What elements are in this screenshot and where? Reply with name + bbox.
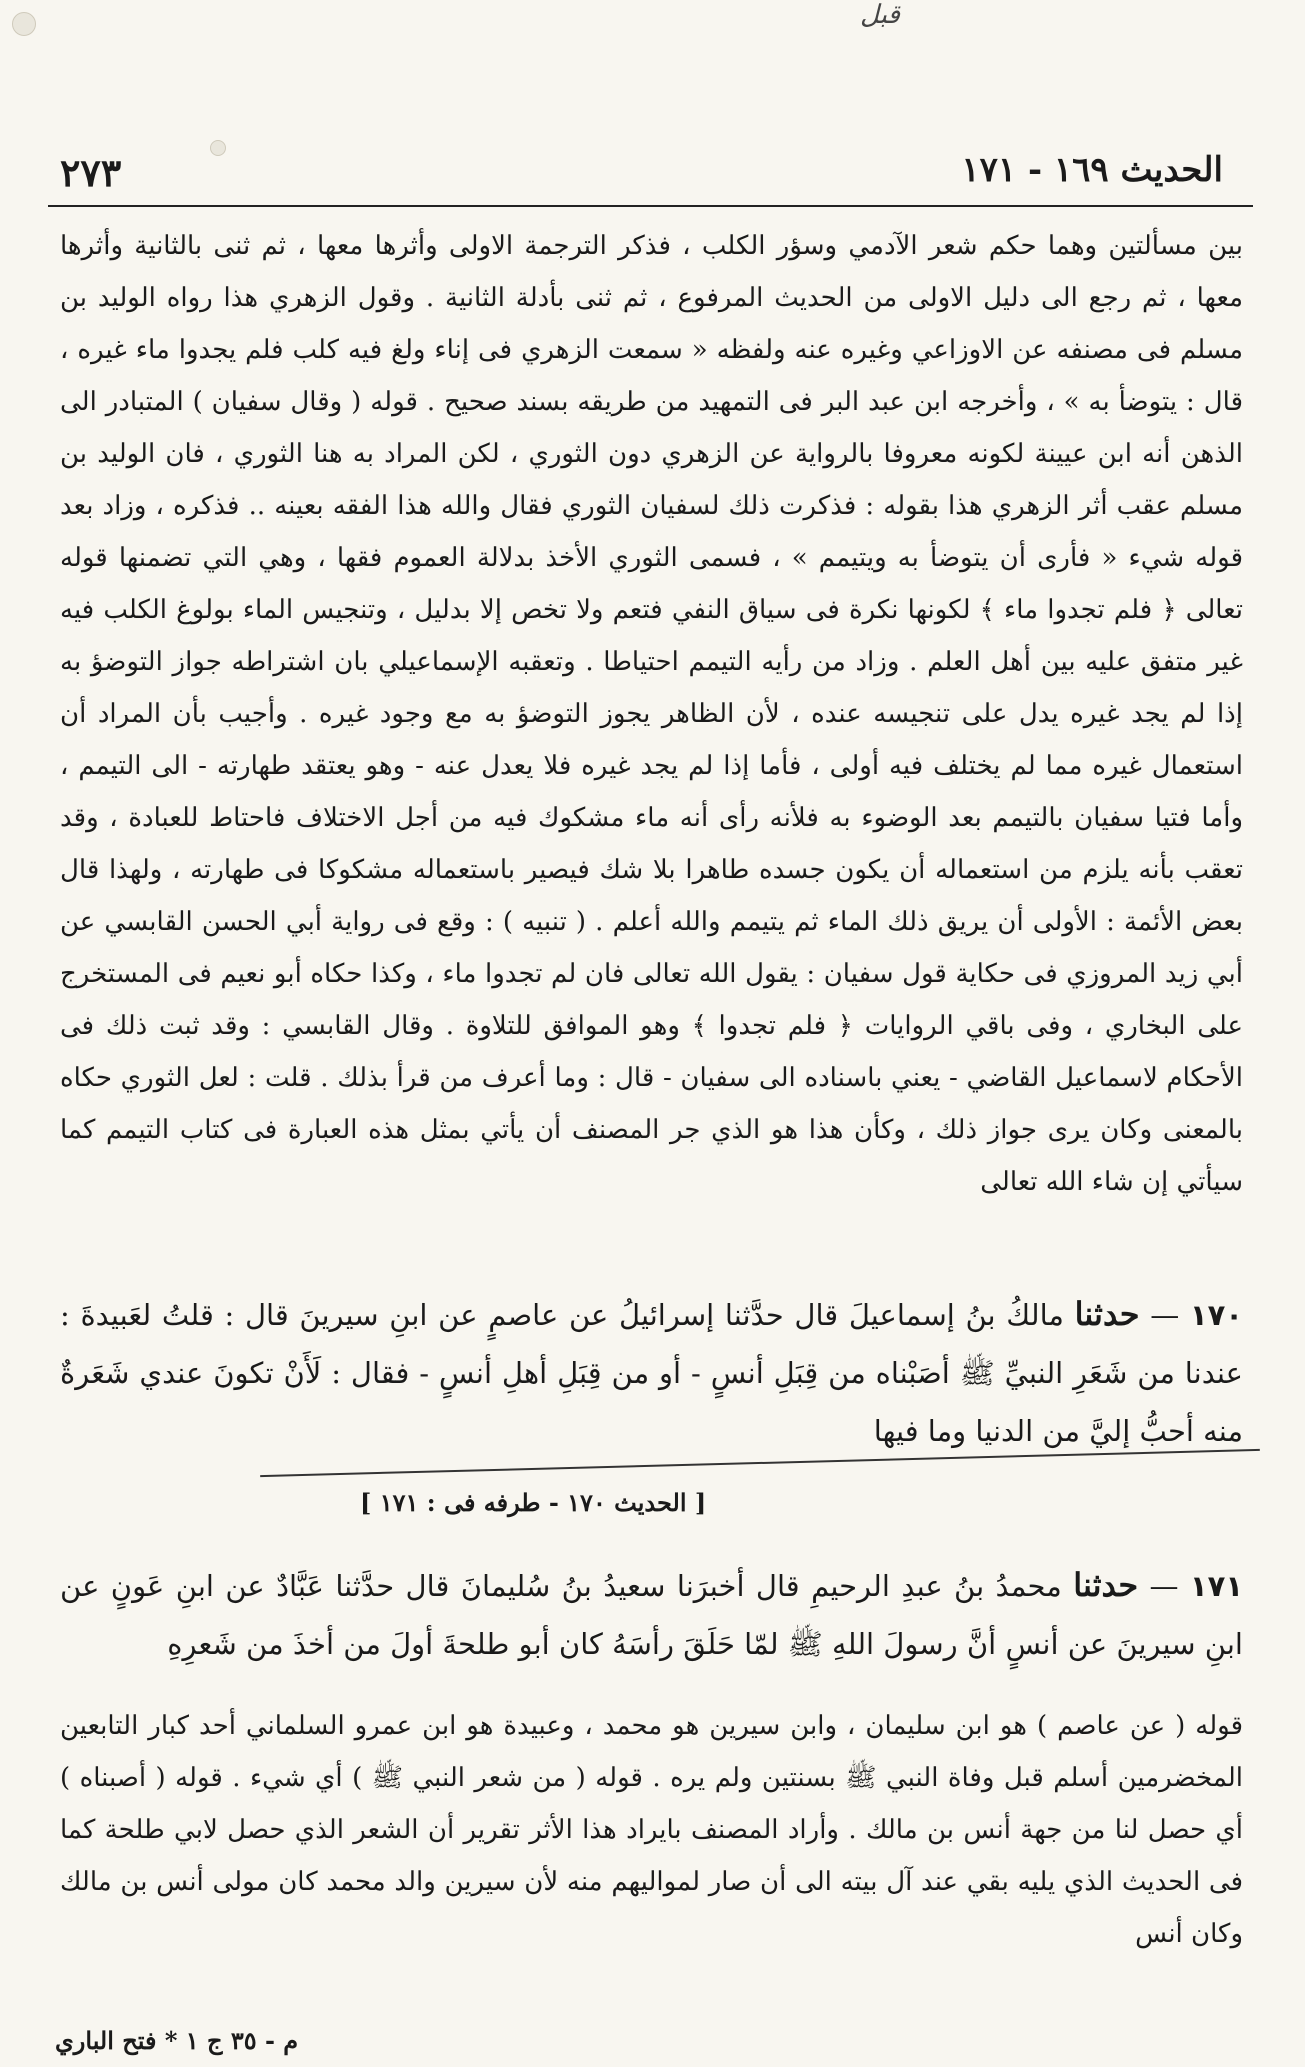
commentary-block-1: بين مسألتين وهما حكم شعر الآدمي وسؤر الكلب ، فذكر الترجمة الاولى وأثرها معها ، ثم ثنى بالثانية وأثرها معها ، ثم رجع الى دليل الاولى من الحديث المرفوع ، ثم ثنى بأدلة الثانية . وقول الزهري هذا رواه الوليد بن مسلم فى مصنفه عن الاوزاعي وغيره عنه ولفظه « سمعت الزهري فى إناء ولغ فيه كلب فلم يجدوا ماء غيره ، قال : يتوضأ به » ، وأخرجه ابن عبد البر فى التمهيد من طريقه بسند صحيح . قوله ( وقال سفيان ) المتبادر الى الذهن أنه ابن عيينة لكونه معروفا بالرواية عن الزهري دون الثوري ، لكن المراد به هنا الثوري ، فان الوليد بن مسلم عقب أثر الزهري هذا بقوله : فذكرت ذلك لسفيان الثوري فقال والله هذا الفقه بعينه .. فذكره ، وزاد بعد قوله شيء « فأرى أن يتوضأ به ويتيمم » ، فسمى الثوري الأخذ بدلالة العموم فقها ، وهي التي تضمنها قوله تعالى ﴿ فلم تجدوا ماء ﴾ لكونها نكرة فى سياق النفي فتعم ولا تخص إلا بدليل ، وتنجيس الماء بولوغ الكلب فيه غير متفق عليه بين أهل العلم . وزاد من رأيه التيمم احتياطا . وتعقبه الإسماعيلي بان اشتراطه جواز التوضؤ به إذا لم يجد غيره يدل على تنجيسه عنده ، لأن الظاهر يجوز التوضؤ به مع وجود غيره . وأجيب بأن المراد أن استعمال غيره مما لم يختلف فيه أولى ، فأما إذا لم يجد غيره فلا يعدل عنه - وهو يعتقد طهارته - الى التيمم ، وأما فتيا سفيان بالتيمم بعد الوضوء به فلأنه رأى أنه ماء مشكوك فيه من أجل الاختلاف فاحتاط للعبادة ، وقد تعقب بأنه يلزم من استعماله أن يكون جسده طاهرا بلا شك فيصير باستعماله مشكوكا فى طهارته ، ولهذا قال بعض الأئمة : الأولى أن يريق ذلك الماء ثم يتيمم والله أعلم . ( تنبيه ) : وقع فى رواية أبي الحسن القابسي عن أبي زيد المروزي فى حكاية قول سفيان : يقول الله تعالى فان لم تجدوا ماء ، وكذا حكاه أبو نعيم فى المستخرج على البخاري ، وفى باقي الروايات ﴿ فلم تجدوا ﴾ وهو الموافق للتلاوة . وقال القابسي : وقد ثبت ذلك فى الأحكام لاسماعيل القاضي - يعني باسناده الى سفيان - قال : وما أعرف من قرأ بذلك . قلت : لعل الثوري حكاه بالمعنى وكان يرى جواز ذلك ، وكأن هذا هو الذي جر المصنف أن يأتي بمثل هذه العبارة فى كتاب التيمم كما سيأتي إن شاء الله تعالى bbox=[60, 231, 1244, 1197]
hadith-number: ١٧١ bbox=[1189, 1569, 1244, 1603]
handwritten-corner-note: قبل bbox=[860, 0, 900, 30]
page-header bbox=[40, 150, 1265, 200]
hadith-text: محمدُ بنُ عبدِ الرحيمِ قال أخبرَنا سعيدُ بنُ سُليمانَ قال حدَّثنا عَبَّادٌ عن ابنِ عَونٍ عن ابنِ سيرينَ عن أنسٍ أنَّ رسولَ اللهِ ﷺ لمّا حَلَقَ رأسَهُ كان أبو طلحةَ أولَ من أخذَ من شَعرِهِ bbox=[60, 1569, 1243, 1661]
punch-hole bbox=[12, 12, 36, 36]
page-number: ٢٧٣ bbox=[60, 150, 122, 195]
running-title: الحديث ١٦٩ - ١٧١ bbox=[961, 150, 1223, 190]
hadith-isnad-keyword: حدثنا bbox=[1073, 1566, 1139, 1604]
page-footer: م - ٣٥ ج ١ * فتح الباري bbox=[55, 2026, 299, 2055]
hadith-isnad-keyword: حدثنا bbox=[1074, 1295, 1140, 1333]
header-rule bbox=[48, 205, 1253, 207]
hadith-170: ١٧٠ — حدثنا مالكُ بنُ إسماعيلَ قال حدَّثنا إسرائيلُ عن عاصمٍ عن ابنِ سيرينَ قال : قلتُ لعَبيدةَ : عندنا من شَعَرِ النبيِّ ﷺ أصَبْناه من قِبَلِ أنسٍ - أو من قِبَلِ أهلِ أنسٍ - فقال : لَأَنْ تكونَ عندي شَعَرةٌ منه أحبُّ إليَّ من الدنيا وما فيها bbox=[60, 1295, 1244, 1448]
hadith-number: ١٧٠ bbox=[1189, 1298, 1244, 1332]
commentary-block-2: قوله ( عن عاصم ) هو ابن سليمان ، وابن سيرين هو محمد ، وعبيدة هو ابن عمرو السلماني أحد كبار التابعين المخضرمين أسلم قبل وفاة النبي ﷺ بسنتين ولم يره . قوله ( من شعر النبي ﷺ ) أي شيء . قوله ( أصبناه ) أي حصل لنا من جهة أنس بن مالك . وأراد المصنف بايراد هذا الأثر تقرير أن الشعر الذي حصل لابي طلحة كما فى الحديث الذي يليه بقي عند آل بيته الى أن صار لمواليهم منه لأن سيرين والد محمد كان مولى أنس بن مالك وكان أنس bbox=[60, 1711, 1243, 1949]
hadith-171: ١٧١ — حدثنا محمدُ بنُ عبدِ الرحيمِ قال أخبرَنا سعيدُ بنُ سُليمانَ قال حدَّثنا عَبَّادٌ عن ابنِ عَونٍ عن ابنِ سيرينَ عن أنسٍ أنَّ رسولَ اللهِ ﷺ لمّا حَلَقَ رأسَهُ كان أبو طلحةَ أولَ من أخذَ من شَعرِهِ bbox=[60, 1566, 1244, 1661]
hadith-text: مالكُ بنُ إسماعيلَ قال حدَّثنا إسرائيلُ عن عاصمٍ عن ابنِ سيرينَ قال : قلتُ لعَبيدةَ : عندنا من شَعَرِ النبيِّ ﷺ أصَبْناه من قِبَلِ أنسٍ - أو من قِبَلِ أهلِ أنسٍ - فقال : لَأَنْ تكونَ عندي شَعَرةٌ منه أحبُّ إليَّ من الدنيا وما فيها bbox=[60, 1298, 1243, 1448]
hadith-crossref: [ الحديث ١٧٠ - طرفه فى : ١٧١ ] bbox=[360, 1488, 707, 1517]
